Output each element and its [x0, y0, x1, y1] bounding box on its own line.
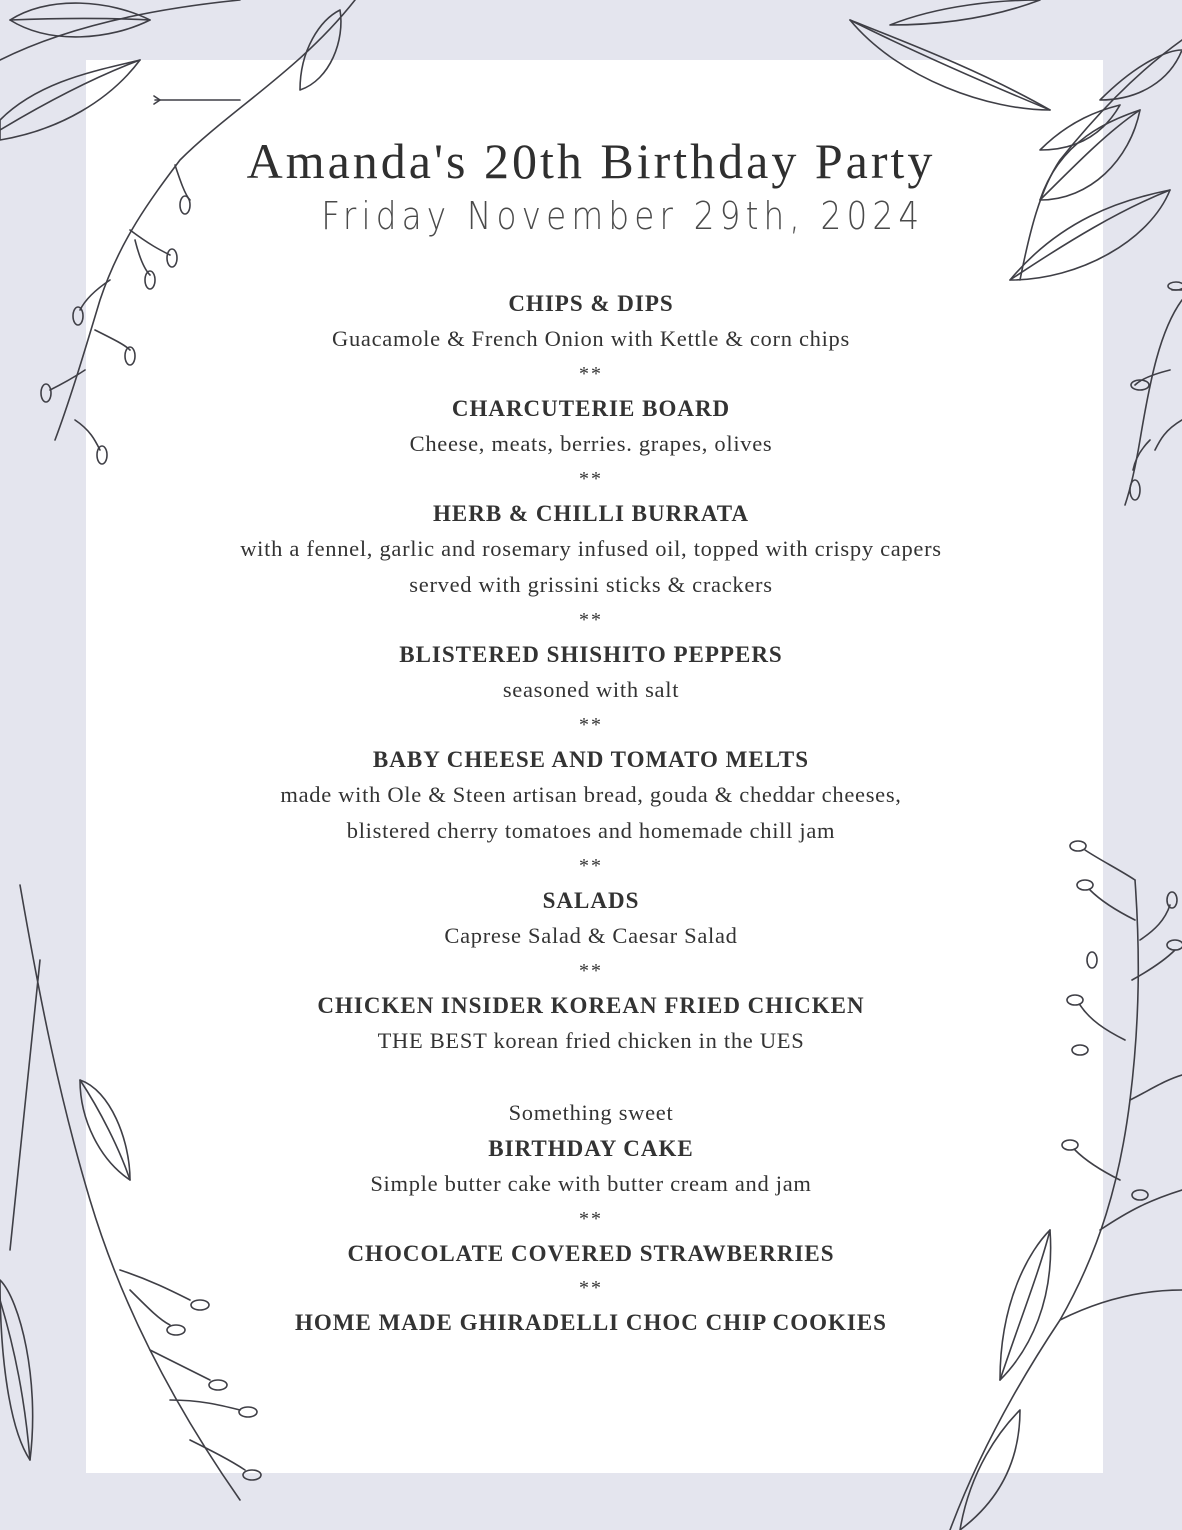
dessert-item: [0, 1305, 1182, 1340]
menu-item-name: BLISTERED SHISHITO PEPPERS: [399, 642, 783, 667]
menu-item-name: HERB & CHILLI BURRATA: [433, 501, 749, 526]
menu-item-name: SALADS: [542, 888, 640, 913]
menu-item-desc: Guacamole & French Onion with Kettle & corn chips: [332, 326, 850, 351]
menu-item-desc: with a fennel, garlic and rosemary infused oil, topped with crispy capers: [240, 536, 942, 561]
separator: **: [579, 1208, 603, 1230]
menu-item-name: CHARCUTERIE BOARD: [451, 396, 731, 421]
separator: **: [579, 363, 603, 385]
dessert-heading: Something sweet: [508, 1100, 674, 1125]
separator: **: [579, 855, 603, 877]
menu-list: [0, 286, 1182, 1340]
menu-item: [0, 988, 1182, 1059]
separator: **: [579, 1277, 603, 1299]
menu-item: [0, 637, 1182, 708]
menu-item-name: CHIPS & DIPS: [508, 291, 674, 316]
menu-item-desc: served with grissini sticks & crackers: [409, 572, 773, 597]
menu-item: [0, 883, 1182, 954]
menu-item-name: BABY CHEESE AND TOMATO MELTS: [372, 747, 810, 772]
menu-item-desc: seasoned with salt: [502, 677, 680, 702]
menu-item-desc: blistered cherry tomatoes and homemade chill jam: [346, 818, 836, 843]
menu-item-desc: Cheese, meats, berries. grapes, olives: [409, 431, 773, 456]
dessert-item-name: BIRTHDAY CAKE: [488, 1136, 694, 1161]
event-date: Friday November 29th, 2024: [321, 194, 925, 238]
menu-item-desc: THE BEST korean fried chicken in the UES: [377, 1028, 805, 1053]
menu-item: [0, 286, 1182, 357]
menu-item-desc: made with Ole & Steen artisan bread, gouda & cheddar cheeses,: [280, 782, 902, 807]
separator: **: [579, 468, 603, 490]
menu-item: [0, 391, 1182, 462]
spacer: [0, 1059, 1182, 1095]
menu-item-desc: Caprese Salad & Caesar Salad: [444, 923, 738, 948]
dessert-item-name: HOME MADE GHIRADELLI CHOC CHIP COOKIES: [295, 1310, 887, 1335]
menu-item-name: CHICKEN INSIDER KOREAN FRIED CHICKEN: [317, 993, 865, 1018]
menu-item: [0, 496, 1182, 603]
separator: **: [579, 609, 603, 631]
dessert-item: [0, 1131, 1182, 1202]
separator: **: [579, 960, 603, 982]
dessert-item: [0, 1236, 1182, 1271]
separator: **: [579, 714, 603, 736]
menu-item: [0, 742, 1182, 849]
dessert-item-desc: Simple butter cake with butter cream and jam: [370, 1171, 812, 1196]
page-title: Amanda's 20th Birthday Party: [246, 133, 936, 189]
dessert-item-name: CHOCOLATE COVERED STRAWBERRIES: [347, 1241, 835, 1266]
